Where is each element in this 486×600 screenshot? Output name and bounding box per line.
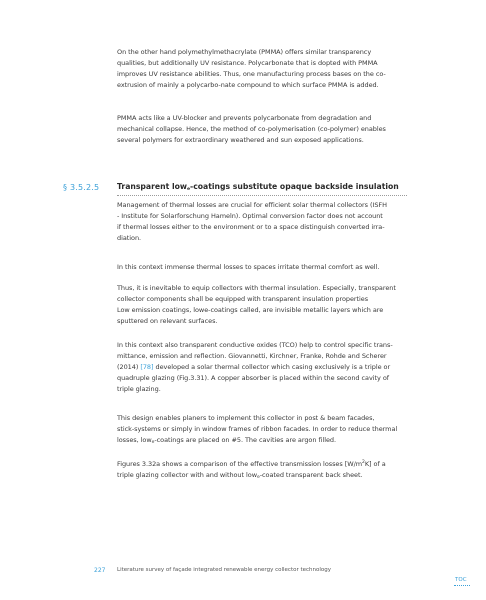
text-line: sputtered on relevant surfaces. (117, 317, 218, 325)
page-number: 227 (94, 567, 106, 574)
text-line: qualities, but additionally UV resistance. Polycarbonate that is dopted with PMMA (117, 59, 378, 67)
subscript: e (256, 475, 260, 480)
body-paragraph-2 (117, 262, 407, 273)
text-line: Low emission coatings, lowe-coatings called, are invisible metallic layers which are (117, 306, 384, 314)
text-line: In this context immense thermal losses to spaces irritate thermal comfort as well. (117, 263, 380, 271)
text-line: mittance, emission and reflection. Giovannetti, Kirchner, Franke, Rohde and Scherer (117, 352, 387, 360)
body-paragraph-5 (117, 413, 407, 446)
superscript: 2 (362, 459, 365, 465)
section-title (117, 181, 407, 196)
toc-divider (454, 585, 470, 586)
text-line: if thermal losses either to the environment or to a space distinguish converted irra- (117, 223, 385, 231)
text-line: On the other hand polymethylmethacrylate (PMMA) offers similar transparency (117, 48, 372, 56)
text-line: stick-systems or simply in window frames of ribbon facades. In order to reduce thermal (117, 425, 398, 433)
text-line: PMMA acts like a UV-blocker and prevents polycarbonate from degradation and (117, 114, 372, 122)
text-line (117, 470, 407, 481)
title-part: Transparent low (117, 182, 187, 191)
text-line (117, 459, 407, 470)
title-part: -coatings substitute opaque backside insulation (190, 182, 399, 191)
text-line: In this context also transparent conductive oxides (TCO) help to control specific trans- (117, 341, 393, 349)
text-part: developed a solar thermal collector which casing exclusively is a triple or (153, 363, 391, 371)
intro-paragraph-1 (117, 47, 407, 91)
text-line: mechanical collapse. Hence, the method of co-polymerisation (co-polymer) enables (117, 125, 386, 133)
toc-link[interactable]: TOC (455, 577, 467, 583)
text-line: triple glazing. (117, 385, 161, 393)
section-number: § 3.5.2.5 (63, 183, 100, 192)
body-paragraph-4 (117, 340, 407, 395)
text-line: This design enables planers to implement this collector in post & beam facades, (117, 414, 375, 422)
body-paragraph-1 (117, 200, 407, 244)
subscript: e (151, 440, 155, 445)
text-line (117, 362, 407, 373)
text-line (117, 435, 407, 446)
text-part: triple glazing collector with and without low (117, 471, 257, 479)
text-line: diation. (117, 234, 142, 242)
text-part: losses, low (117, 436, 152, 444)
text-part: (2014) (117, 363, 141, 371)
text-line: collector components shall be equipped with transparent insulation properties (117, 295, 369, 303)
text-part: Figures 3.32a shows a comparison of the effective transmission losses [W/m (117, 460, 363, 468)
footer-title: Literature survey of façade integrated renewable energy collector technology (117, 567, 332, 573)
text-line: improves UV resistance abilities. Thus, one manufacturing process bases on the co- (117, 70, 386, 78)
body-paragraph-6 (117, 459, 407, 481)
body-paragraph-3 (117, 283, 407, 327)
text-line: quadruple glazing (Fig.3.31). A copper absorber is placed within the second cavity of (117, 374, 389, 382)
title-subscript: e (186, 187, 191, 192)
text-line: Management of thermal losses are crucial for efficient solar thermal collectors (ISFH (117, 201, 387, 209)
text-part: -coatings are placed on #5. The cavities are argon filled. (154, 436, 336, 444)
intro-paragraph-2 (117, 113, 407, 146)
text-part: -coated transparent back sheet. (259, 471, 363, 479)
text-line: Thus, it is inevitable to equip collectors with thermal insulation. Especially, transparent (117, 284, 396, 292)
reference-link[interactable]: [78] (140, 363, 154, 371)
text-line: - Institute for Solarforschung Hameln). Optimal conversion factor does not account (117, 212, 383, 220)
text-part: K] of a (364, 460, 386, 468)
text-line: several polymers for extraordinary weathered and sun exposed applications. (117, 136, 364, 144)
text-line: extrusion of mainly a polycarbo-nate compound to which surface PMMA is added. (117, 81, 379, 89)
